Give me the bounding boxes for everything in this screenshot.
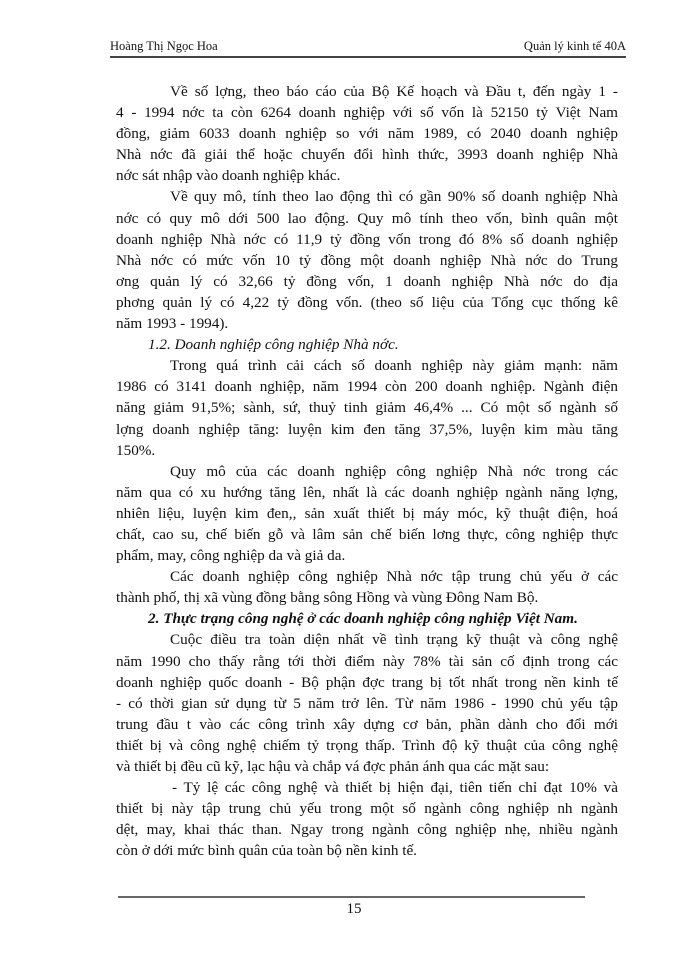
header-course: Quản lý kinh tế 40A bbox=[523, 39, 626, 53]
page-header bbox=[110, 38, 626, 58]
text-line: thiết bị và công nghệ chiếm tỷ trọng thấp. Trình độ kỹ thuật của công nghệ bbox=[116, 736, 618, 754]
text-line: nhiên liệu, luyện kim đen,, sản xuất thiết bị máy móc, kỹ thuật điện, hoá bbox=[116, 504, 618, 522]
text-line: ơng quản lý có 32,66 tỷ đồng vốn, 1 doanh nghiệp Nhà nớc do địa bbox=[116, 272, 618, 290]
text-line: 4 - 1994 nớc ta còn 6264 doanh nghiệp với số vốn là 52150 tỷ Việt Nam bbox=[116, 104, 618, 122]
section-heading: 2. Thực trạng công nghệ ở các doanh nghiệp công nghiệp Việt Nam. bbox=[148, 610, 578, 628]
text-line: doanh nghiệp quốc doanh - Bộ phận đợc trang bị tốt nhất trong nền kinh tế bbox=[116, 673, 618, 691]
text-line: phơng quản lý có 4,22 tỷ đồng vốn. (theo số liệu của Tổng cục thống kê bbox=[116, 293, 618, 311]
text-line: Trong quá trình cải cách số doanh nghiệp này giảm mạnh: năm bbox=[170, 357, 618, 375]
text-line: 1986 có 3141 doanh nghiệp, năm 1994 còn 200 doanh nghiệp. Ngành điện bbox=[116, 378, 618, 396]
section-heading: 1.2. Doanh nghiệp công nghiệp Nhà nớc. bbox=[148, 336, 399, 354]
page-number-text: 15 bbox=[346, 901, 362, 917]
text-line: - có thời gian sử dụng từ 5 năm trở lên. Từ năm 1986 - 1990 chủ yếu tập bbox=[116, 694, 618, 712]
text-line: thành phố, thị xã vùng đồng bằng sông Hồng và vùng Đông Nam Bộ. bbox=[116, 589, 539, 607]
text-line: Nhà nớc có mức vốn 10 tỷ đồng một doanh nghiệp Nhà nớc do Trung bbox=[116, 251, 618, 269]
text-line: năm 1990 cho thấy rằng tới thời điểm này 78% tài sản cố định trong các bbox=[116, 652, 618, 670]
text-line: nớc có quy mô dới 500 lao động. Quy mô tính theo vốn, bình quân một bbox=[116, 209, 618, 227]
document-body bbox=[116, 81, 618, 861]
text-line: Quy mô của các doanh nghiệp công nghiệp Nhà nớc trong các bbox=[170, 462, 618, 480]
text-line: dệt, may, khai thác than. Ngay trong ngành công nghiệp nhẹ, nhiều ngành bbox=[116, 821, 618, 839]
text-line: thiết bị này tập trung chủ yếu trong một số ngành công nghiệp nh ngành bbox=[116, 800, 618, 818]
text-line: nớc sát nhập vào doanh nghiệp khác. bbox=[116, 167, 341, 185]
text-line: năm qua có xu hướng tăng lên, nhất là các doanh nghiệp ngành năng lợng, bbox=[116, 483, 618, 501]
text-line: Nhà nớc đã giải thể hoặc chuyển đổi hình thức, 3993 doanh nghiệp Nhà bbox=[116, 146, 618, 164]
page-number bbox=[0, 901, 700, 918]
text-line: còn ở dới mức bình quân của toàn bộ nền kinh tế. bbox=[116, 842, 417, 860]
text-line: lợng doanh nghiệp tăng: luyện kim đen tăng 37,5%, luyện kim màu tăng bbox=[116, 420, 618, 438]
text-line: trung đầu t vào các công trình xây dựng cơ bản, phần dành cho đổi mới bbox=[116, 715, 618, 733]
header-author: Hoàng Thị Ngọc Hoa bbox=[110, 39, 218, 53]
text-line: và thiết bị đều cũ kỹ, lạc hậu và chắp vá đợc phản ánh qua các mặt sau: bbox=[116, 758, 550, 775]
text-line: đồng, giảm 6033 doanh nghiệp so với năm 1989, có 2040 doanh nghiệp bbox=[116, 125, 618, 143]
text-line: 150%. bbox=[116, 441, 156, 459]
text-line: năm 1993 - 1994). bbox=[116, 315, 229, 333]
text-line: chất, cao su, chế biến gỗ và lâm sản chế biến lơng thực, công nghiệp thực bbox=[116, 525, 618, 543]
text-line: Về quy mô, tính theo lao động thì có gần 90% số doanh nghiệp Nhà bbox=[170, 188, 618, 206]
text-line: - Tỷ lệ các công nghệ và thiết bị hiện đại, tiên tiến chỉ đạt 10% và bbox=[172, 779, 618, 797]
footer-divider bbox=[118, 896, 585, 898]
text-line: Về số lợng, theo báo cáo của Bộ Kế hoạch và Đầu t, đến ngày 1 - bbox=[170, 83, 618, 100]
text-line: Cuộc điều tra toàn diện nhất về tình trạng kỹ thuật và công nghệ bbox=[170, 631, 618, 649]
text-line: phẩm, may, công nghiệp da và giả da. bbox=[116, 547, 346, 565]
text-line: doanh nghiệp Nhà nớc có 11,9 tỷ đồng vốn trong đó 8% số doanh nghiệp bbox=[116, 230, 618, 248]
text-line: năng giảm 91,5%; sành, sứ, thuỷ tinh giảm 46,4% ... Có một số ngành số bbox=[116, 399, 618, 417]
text-line: Các doanh nghiệp công nghiệp Nhà nớc tập trung chủ yếu ở các bbox=[170, 568, 618, 586]
